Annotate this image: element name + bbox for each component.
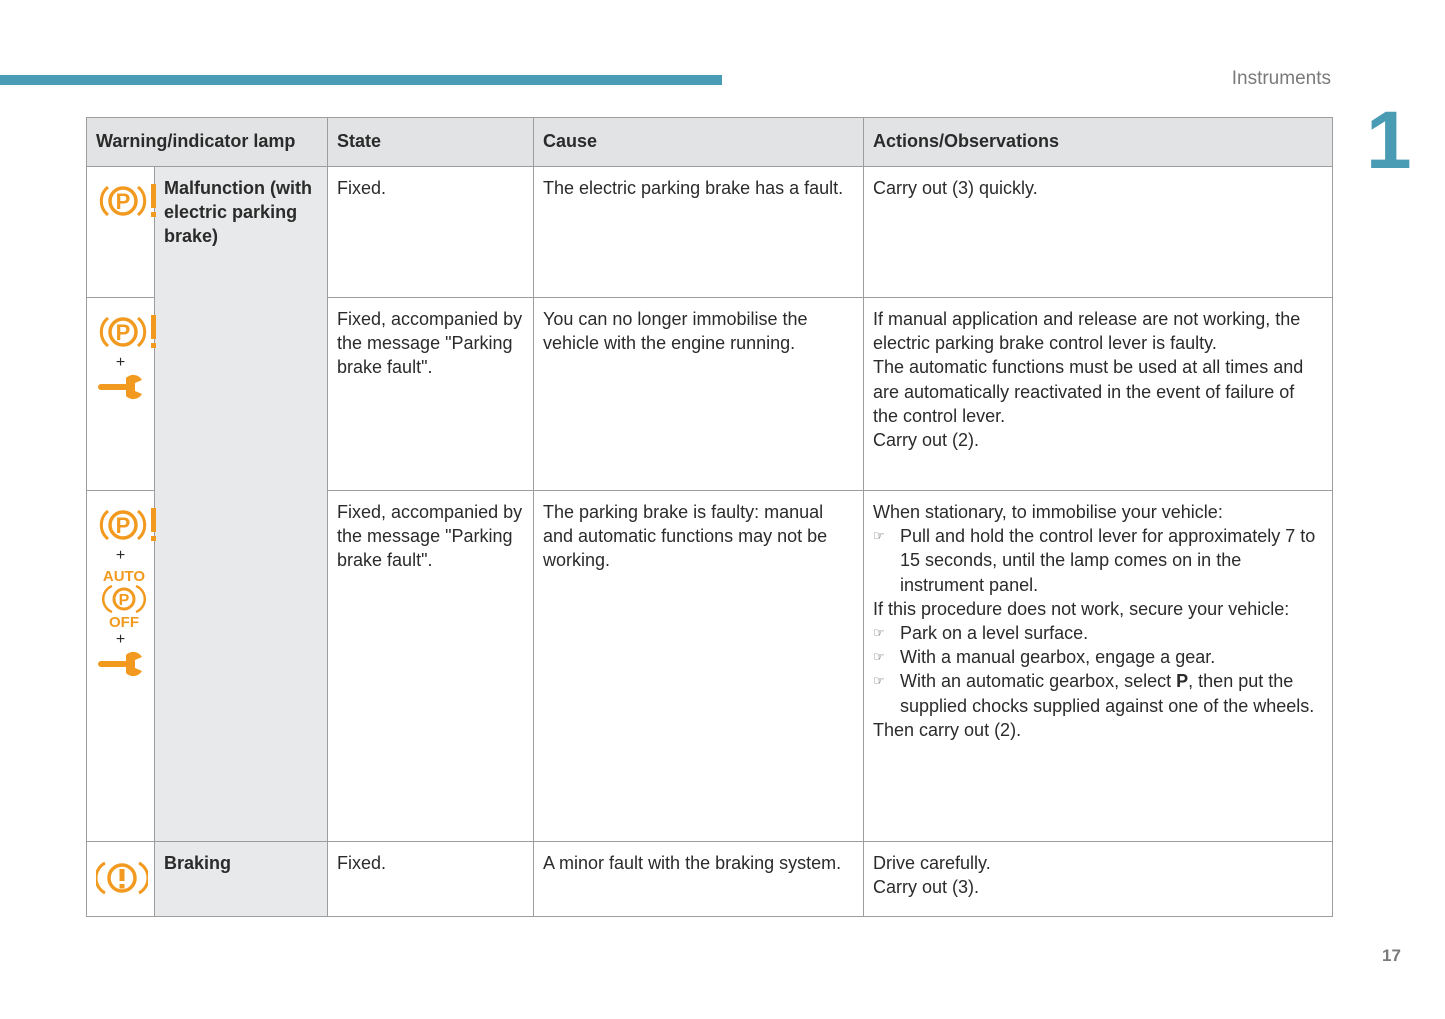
- plus-sign: +: [115, 547, 126, 564]
- col-header-cause: Cause: [534, 118, 864, 167]
- cause-cell: The electric parking brake has a fault.: [534, 167, 864, 298]
- svg-text:P: P: [118, 592, 130, 609]
- svg-text:P: P: [115, 513, 131, 538]
- action-line: Drive carefully.: [873, 853, 991, 873]
- action-line: If this procedure does not work, secure your vehicle:: [873, 598, 1290, 619]
- page-number: 17: [1382, 946, 1401, 965]
- lamp-cell: [87, 842, 155, 917]
- state-cell: Fixed, accompanied by the message "Parking brake fault".: [328, 298, 534, 491]
- service-wrench-icon: [96, 651, 146, 677]
- lamp-name-malfunction: Malfunction (with electric parking brake): [155, 167, 328, 842]
- plus-sign: +: [115, 354, 126, 371]
- pointer-bullet-icon: ☞: [873, 649, 885, 665]
- table-row: [87, 167, 1333, 298]
- list-item: ☞ Pull and hold the control lever for approximately 7 to 15 seconds, until the lamp comes on in the instrument panel.: [873, 524, 1323, 597]
- parking-brake-fault-icon: [96, 181, 160, 221]
- header-accent-bar: [0, 75, 722, 85]
- lamp-name-braking: Braking: [155, 842, 328, 917]
- lamp-cell: [87, 491, 155, 842]
- auto-label: AUTO: [102, 568, 146, 585]
- actions-cell: [864, 298, 1333, 491]
- cause-cell: You can no longer immobilise the vehicle with the engine running.: [534, 298, 864, 491]
- parking-brake-fault-icon: [96, 312, 160, 352]
- off-label: OFF: [109, 614, 139, 629]
- table-row: [87, 842, 1333, 917]
- state-cell: Fixed.: [328, 842, 534, 917]
- cause-cell: The parking brake is faulty: manual and automatic functions may not be working.: [534, 491, 864, 842]
- auto-parking-off-icon: [96, 567, 152, 629]
- chapter-number: 1: [1366, 95, 1412, 186]
- cause-cell: A minor fault with the braking system.: [534, 842, 864, 917]
- pointer-bullet-icon: ☞: [873, 528, 885, 544]
- list-item: ☞ Park on a level surface.: [873, 621, 1323, 645]
- action-line: If manual application and release are not working, the electric parking brake control lever is faulty.: [873, 309, 1301, 354]
- svg-text:P: P: [115, 189, 131, 214]
- actions-cell: [864, 491, 1333, 842]
- col-header-actions: Actions/Observations: [864, 118, 1333, 167]
- actions-cell: [864, 167, 1333, 298]
- parking-brake-fault-icon: [96, 505, 160, 545]
- plus-sign: +: [115, 631, 126, 648]
- col-header-state: State: [328, 118, 534, 167]
- action-line: Carry out (3) quickly.: [873, 178, 1038, 198]
- action-line: Carry out (2).: [873, 430, 980, 451]
- service-wrench-icon: [96, 374, 146, 400]
- lamp-cell: [87, 167, 155, 298]
- braking-warning-icon: [96, 858, 148, 898]
- svg-text:P: P: [115, 320, 131, 345]
- list-item: ☞ With a manual gearbox, engage a gear.: [873, 645, 1323, 669]
- warning-lamps-table: [86, 117, 1333, 917]
- actions-cell: [864, 842, 1333, 917]
- pointer-bullet-icon: ☞: [873, 625, 885, 641]
- state-cell: Fixed, accompanied by the message "Parking brake fault".: [328, 491, 534, 842]
- table-header-row: [87, 118, 1333, 167]
- list-item: ☞ With an automatic gearbox, select P, then put the supplied chocks supplied against one of the wheels.: [873, 669, 1323, 717]
- action-line: Then carry out (2).: [873, 719, 1022, 740]
- state-cell: Fixed.: [328, 167, 534, 298]
- lamp-cell: [87, 298, 155, 491]
- col-header-lamp: Warning/indicator lamp: [87, 118, 328, 167]
- action-line: The automatic functions must be used at all times and are automatically reactivated in the event of failure of the control lever.: [873, 357, 1304, 426]
- action-line: When stationary, to immobilise your vehicle:: [873, 502, 1223, 522]
- pointer-bullet-icon: ☞: [873, 673, 885, 689]
- section-title: Instruments: [1231, 68, 1331, 89]
- action-line: Carry out (3).: [873, 877, 980, 898]
